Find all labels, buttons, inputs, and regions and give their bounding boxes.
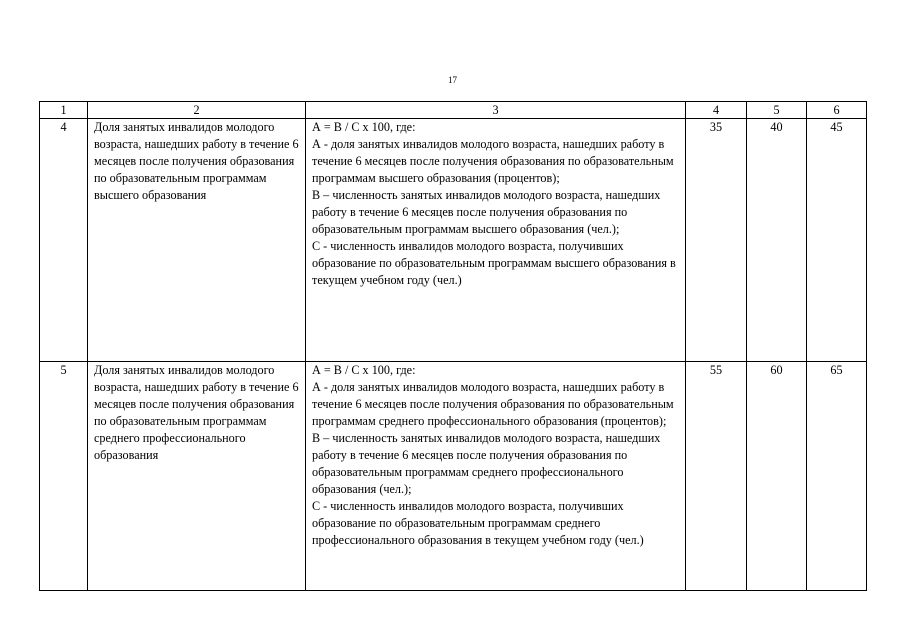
table-row: [40, 362, 867, 591]
value-col-6: 45: [807, 119, 867, 362]
indicator-name: Доля занятых инвалидов молодого возраста, нашедших работу в течение 6 месяцев после получения образования по образовательным программам среднего профессионального образования: [88, 362, 306, 591]
row-number: 5: [40, 362, 88, 591]
formula-variable-c: С - численность инвалидов молодого возраста, получивших образование по образовательным программам высшего образования в текущем учебном году (чел.): [312, 239, 676, 287]
column-header-5: 5: [747, 102, 807, 119]
formula-variable-a: А - доля занятых инвалидов молодого возраста, нашедших работу в течение 6 месяцев после получения образования по образовательным программам среднего профессионального образования (процентов);: [312, 380, 674, 428]
column-header-3: 3: [306, 102, 686, 119]
column-header-4: 4: [686, 102, 747, 119]
value-col-5: 40: [747, 119, 807, 362]
indicator-formula: [306, 119, 686, 362]
value-col-4: 55: [686, 362, 747, 591]
formula-definition: А = В / С х 100, где:: [312, 363, 416, 377]
value-col-4: 35: [686, 119, 747, 362]
page-number: 17: [448, 75, 457, 85]
column-header-2: 2: [88, 102, 306, 119]
table-header-row: [40, 102, 867, 119]
formula-variable-b: В – численность занятых инвалидов молодого возраста, нашедших работу в течение 6 месяцев после получения образования по образовательным программам высшего образования (чел.);: [312, 188, 661, 236]
value-col-6: 65: [807, 362, 867, 591]
formula-variable-b: В – численность занятых инвалидов молодого возраста, нашедших работу в течение 6 месяцев после получения образования по образовательным программам среднего профессионального образования (чел.);: [312, 431, 661, 496]
indicator-table: [39, 101, 867, 591]
formula-variable-c: С - численность инвалидов молодого возраста, получивших образование по образовательным программам среднего профессионального образования в текущем учебном году (чел.): [312, 499, 644, 547]
indicator-formula: [306, 362, 686, 591]
formula-variable-a: А - доля занятых инвалидов молодого возраста, нашедших работу в течение 6 месяцев после получения образования по образовательным программам высшего образования (процентов);: [312, 137, 674, 185]
column-header-1: 1: [40, 102, 88, 119]
column-header-6: 6: [807, 102, 867, 119]
indicator-name: Доля занятых инвалидов молодого возраста, нашедших работу в течение 6 месяцев после получения образования по образовательным программам высшего образования: [88, 119, 306, 362]
formula-definition: А = В / С х 100, где:: [312, 120, 416, 134]
value-col-5: 60: [747, 362, 807, 591]
table-row: [40, 119, 867, 362]
row-number: 4: [40, 119, 88, 362]
